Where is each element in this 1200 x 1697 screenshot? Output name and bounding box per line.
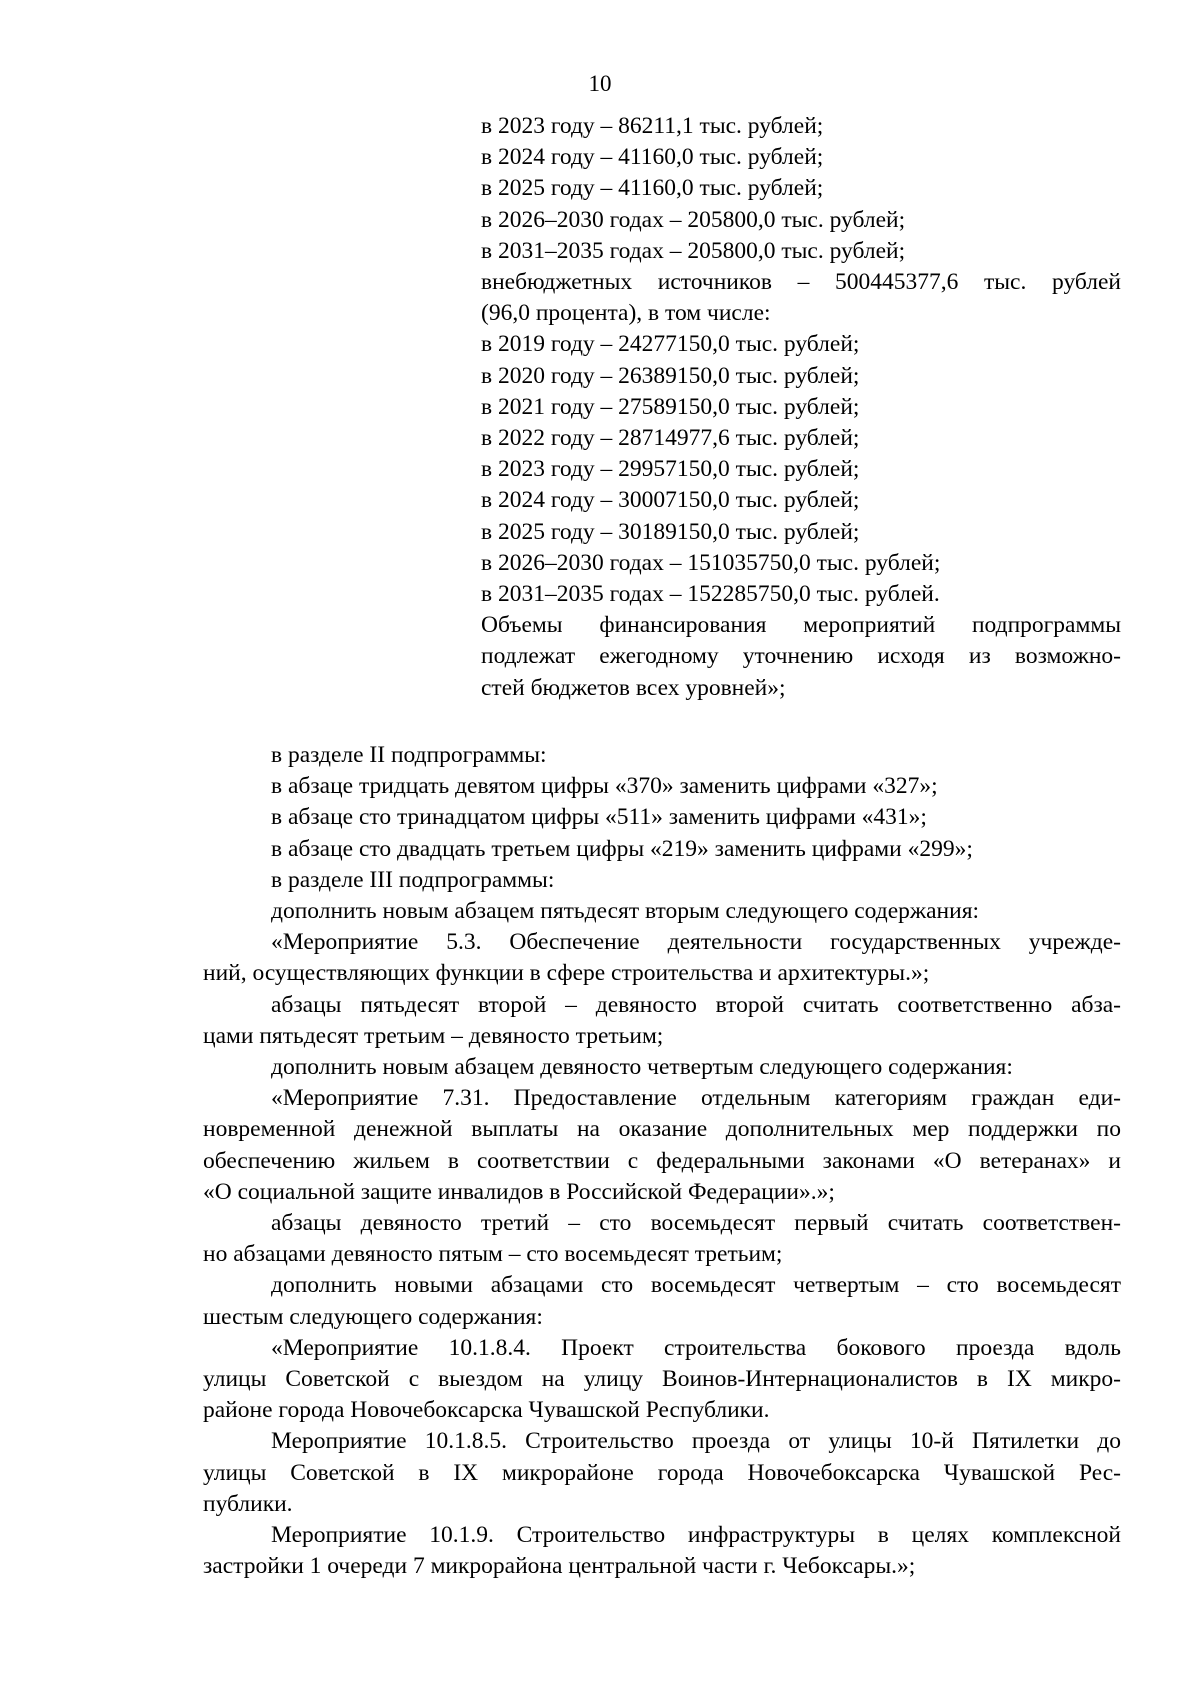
paragraph-line: дополнить новыми абзацами сто восемьдесят четвертым – сто восемьдесят [271,1272,1121,1299]
offbudget-heading-cont: (96,0 процента), в том числе: [481,300,771,327]
financing-block [481,111,1121,704]
paragraph: в разделе II подпрограммы: [271,742,547,768]
paragraph: в абзаце сто тринадцатом цифры «511» заменить цифрами «431»; [271,804,927,831]
paragraph-line: абзацы девяносто третий – сто восемьдесят первый считать соответствен- [271,1210,1121,1237]
paragraph-line: публики. [203,1490,293,1517]
financing-line: в 2025 году – 41160,0 тыс. рублей; [481,175,824,202]
offbudget-line: в 2026–2030 годах – 151035750,0 тыс. рублей; [481,549,941,576]
paragraph: в абзаце сто двадцать третьем цифры «219» заменить цифрами «299»; [271,835,973,862]
offbudget-line: в 2025 году – 30189150,0 тыс. рублей; [481,518,860,545]
paragraph: дополнить новым абзацем девяносто четвертым следующего содержания: [271,1054,1013,1081]
offbudget-line: в 2019 году – 24277150,0 тыс. рублей; [481,331,860,358]
financing-note: стей бюджетов всех уровней»; [481,674,786,701]
paragraph: в разделе III подпрограммы: [271,866,555,893]
financing-note: Объемы финансирования мероприятий подпрограммы [481,612,1121,639]
paragraph-line: ний, осуществляющих функции в сфере строительства и архитектуры.»; [203,960,930,987]
financing-line: в 2026–2030 годах – 205800,0 тыс. рублей; [481,206,906,233]
paragraph-line: улицы Советской с выездом на улицу Воинов-Интернационалистов в IX микро- [203,1366,1121,1393]
paragraph-line: улицы Советской в IX микрорайоне города Новочебоксарска Чувашской Рес- [203,1459,1121,1486]
offbudget-line: в 2024 году – 30007150,0 тыс. рублей; [481,487,860,514]
paragraph-line: «Мероприятие 10.1.8.4. Проект строительства бокового проезда вдоль [271,1334,1121,1361]
paragraph-line: но абзацами девяносто пятым – сто восемьдесят третьим; [203,1241,783,1268]
offbudget-line: в 2031–2035 годах – 152285750,0 тыс. рублей. [481,581,940,608]
paragraph-line: шестым следующего содержания: [203,1303,543,1330]
paragraph-line: Мероприятие 10.1.8.5. Строительство проезда от улицы 10-й Пятилетки до [271,1428,1121,1455]
offbudget-line: в 2022 году – 28714977,6 тыс. рублей; [481,425,860,452]
paragraph-line: «О социальной защите инвалидов в Российской Федерации».»; [203,1178,835,1205]
offbudget-line: в 2021 году – 27589150,0 тыс. рублей; [481,393,860,420]
financing-line: в 2024 году – 41160,0 тыс. рублей; [481,144,824,171]
paragraph-line: абзацы пятьдесят второй – девяносто второй считать соответственно абза- [271,991,1121,1018]
offbudget-line: в 2020 году – 26389150,0 тыс. рублей; [481,362,860,389]
paragraph-line: цами пятьдесят третьим – девяносто третьим; [203,1022,664,1049]
paragraph: дополнить новым абзацем пятьдесят вторым следующего содержания: [271,898,980,925]
amendments-text [203,740,1121,1582]
financing-note: подлежат ежегодному уточнению исходя из возможно- [481,643,1121,670]
paragraph-line: застройки 1 очереди 7 микрорайона центральной части г. Чебоксары.»; [203,1553,916,1580]
offbudget-line: в 2023 году – 29957150,0 тыс. рублей; [481,456,860,483]
offbudget-heading: внебюджетных источников – 500445377,6 тыс. рублей [481,269,1121,296]
paragraph-line: районе города Новочебоксарска Чувашской Республики. [203,1397,770,1424]
paragraph-line: новременной денежной выплаты на оказание дополнительных мер поддержки по [203,1116,1121,1143]
page-number: 10 [588,71,612,96]
financing-line: в 2031–2035 годах – 205800,0 тыс. рублей; [481,237,906,264]
paragraph-line: «Мероприятие 7.31. Предоставление отдельным категориям граждан еди- [271,1085,1121,1112]
paragraph-line: обеспечению жильем в соответствии с федеральными законами «О ветеранах» и [203,1147,1121,1174]
paragraph: в абзаце тридцать девятом цифры «370» заменить цифрами «327»; [271,773,938,800]
financing-line: в 2023 году – 86211,1 тыс. рублей; [481,113,824,139]
paragraph-line: Мероприятие 10.1.9. Строительство инфраструктуры в целях комплексной [271,1522,1121,1549]
paragraph-line: «Мероприятие 5.3. Обеспечение деятельности государственных учрежде- [271,929,1121,956]
